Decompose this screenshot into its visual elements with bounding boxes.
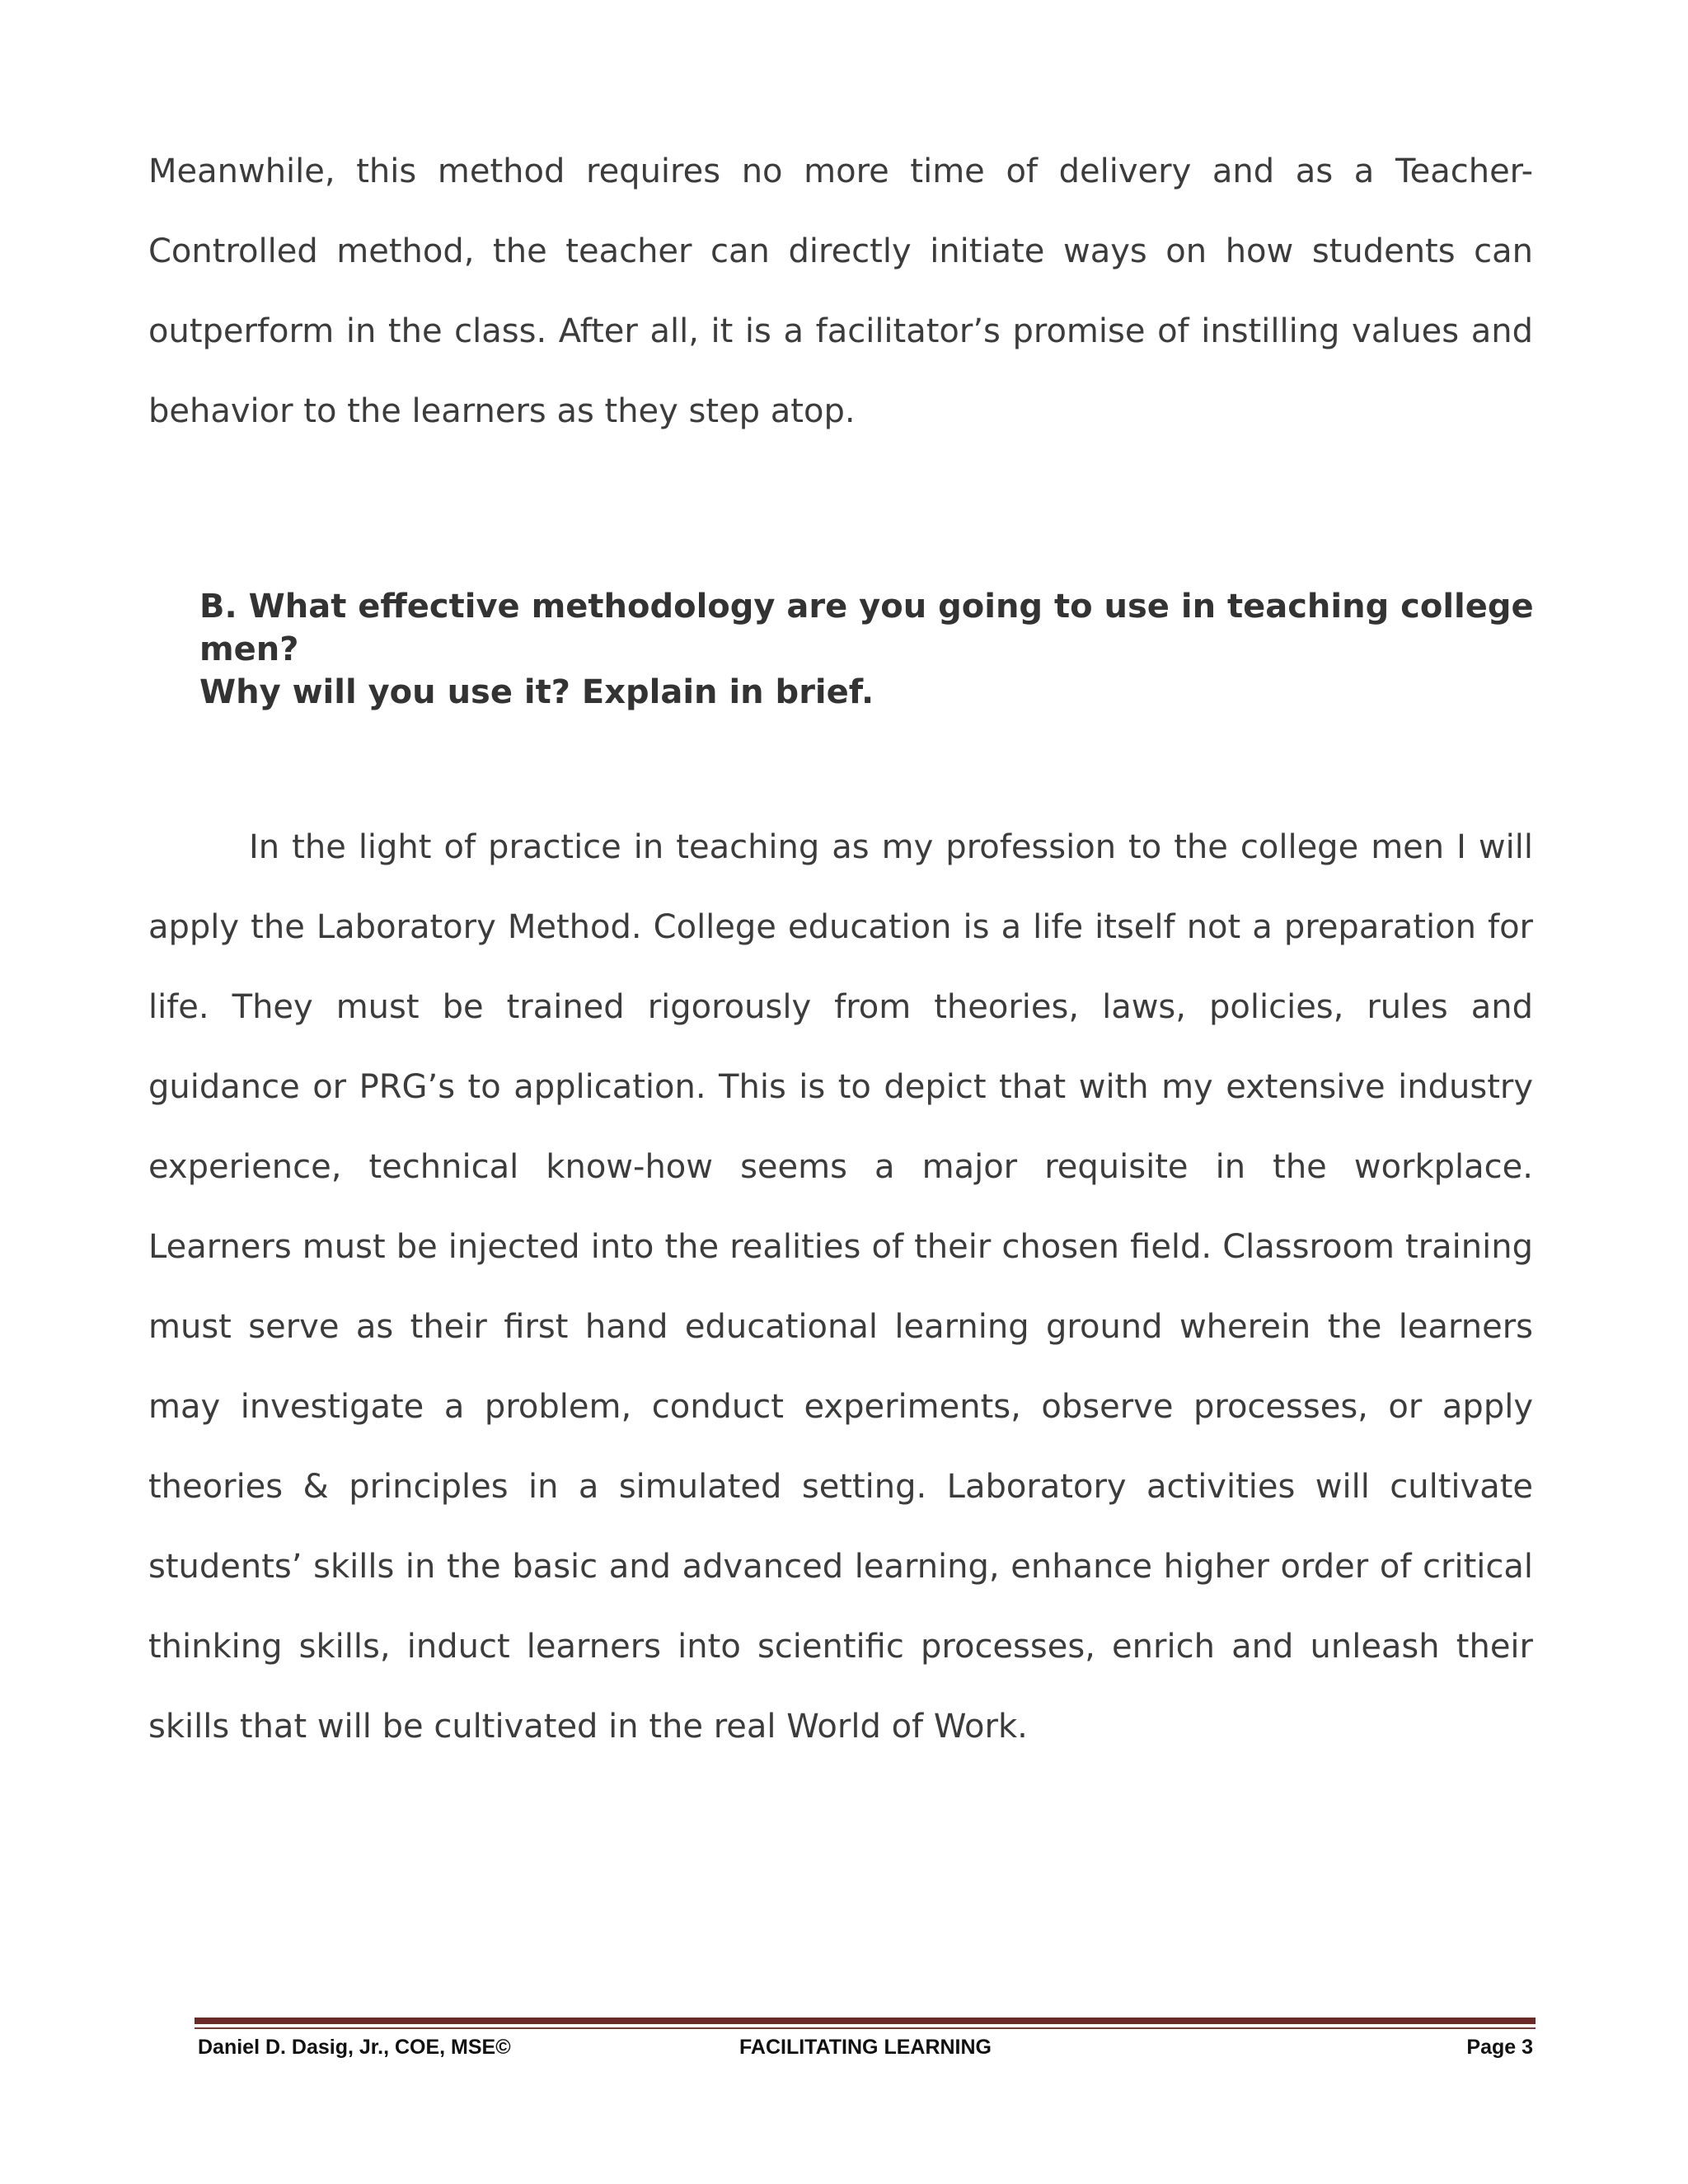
footer-title: FACILITATING LEARNING <box>739 2036 992 2059</box>
footer-rule-thick <box>195 2018 1536 2024</box>
footer-page-number: Page 3 <box>1466 2036 1533 2059</box>
question-line-1: B. What effective methodology are you going to use in teaching college men? <box>199 588 1534 668</box>
paragraph-answer: In the light of practice in teaching as my profession to the college men I will apply the Laboratory Method. College education is a life itself not a preparation for life. They must be trained rigorously from theories, laws, policies, rules and guidance or PRG’s to application. This is to depict that with my extensive industry experience, technical know-how seems a major requisite in the workplace. Learners must be injected into the realities of their chosen field. Classroom training must serve as their first hand educational learning ground wherein the learners may investigate a problem, conduct experiments, observe processes, or apply theories & principles in a simulated setting. Laboratory activities will cultivate students’ skills in the basic and advanced learning, enhance higher order of critical thinking skills, induct learners into scientific processes, enrich and unleash their skills that will be cultivated in the real World of Work. <box>148 828 1533 1746</box>
page-footer <box>198 2036 1533 2069</box>
footer-author: Daniel D. Dasig, Jr., COE, MSE© <box>198 2036 511 2059</box>
question-heading <box>199 585 1535 714</box>
paragraph-intro: Meanwhile, this method requires no more time of delivery and as a Teacher-Controlled method, the teacher can directly initiate ways on how students can outperform in the class. After all, it is a facilitator’s promise of instilling values and behavior to the learners as they step atop. <box>148 152 1533 430</box>
question-line-2: Why will you use it? Explain in brief. <box>199 673 874 711</box>
footer-rule-thin <box>195 2027 1536 2029</box>
